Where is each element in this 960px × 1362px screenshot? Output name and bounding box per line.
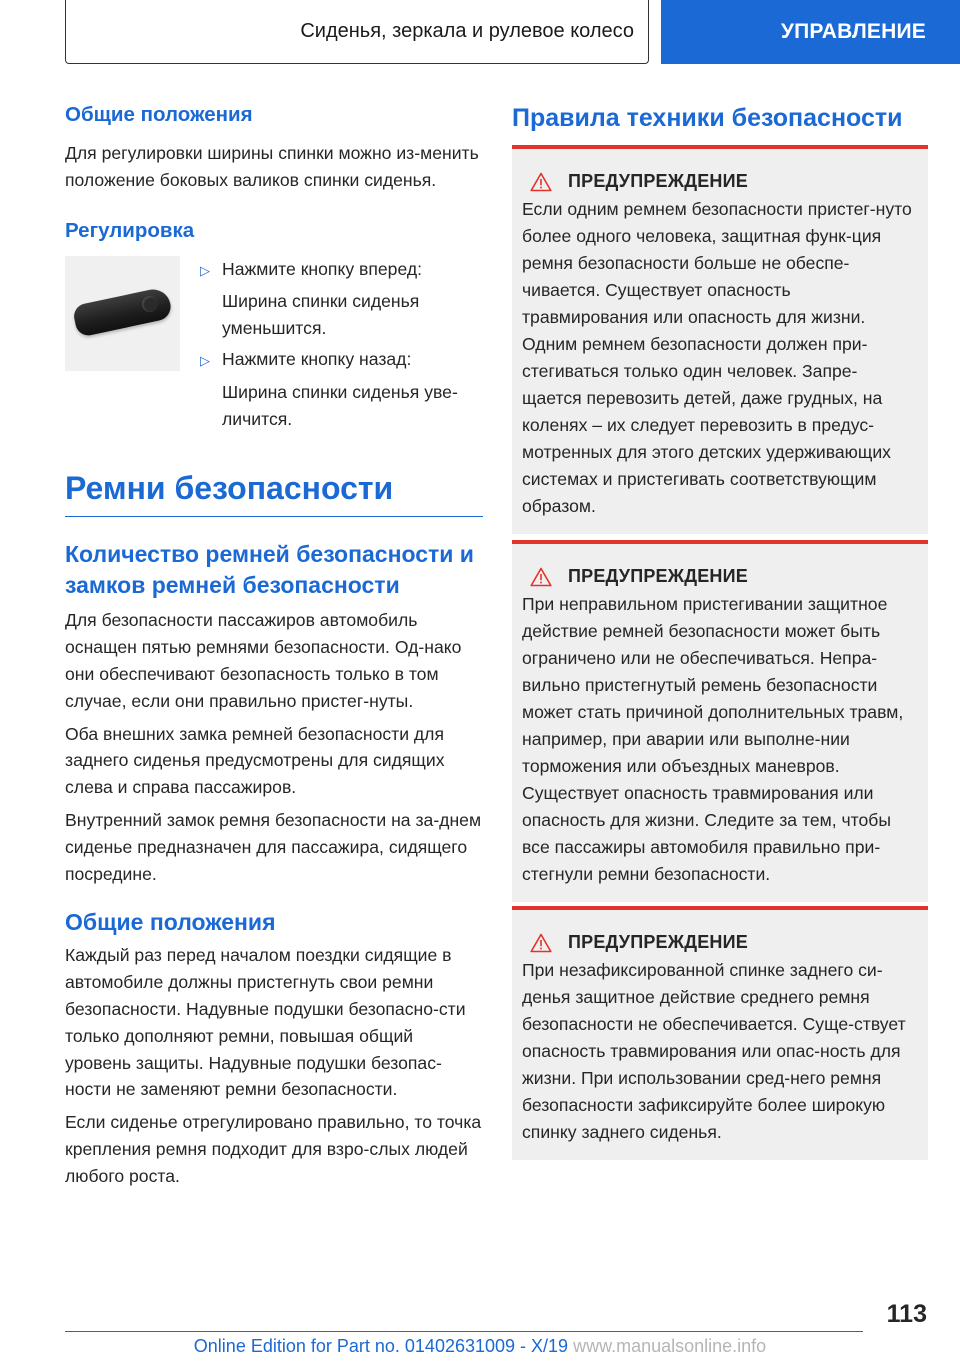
belts-heading: Ремни безопасности — [65, 466, 483, 517]
warning-box — [512, 540, 928, 902]
warning-triangle-icon — [530, 172, 552, 192]
general-heading: Общие положения — [65, 103, 253, 126]
seat-button-image — [65, 256, 180, 371]
left-column — [65, 100, 483, 1190]
step-item — [200, 346, 483, 432]
chapter-title: УПРАВЛЕНИЕ — [780, 20, 926, 43]
section-tab — [65, 0, 649, 64]
count-paragraph: Оба внешних замка ремней безопасности для заднего сиденья предусмотрены для сидящих слева и справа пассажиров. — [65, 723, 445, 798]
count-heading: Количество ремней безопасности и замков ремней безопасности — [65, 541, 474, 599]
warning-text: При незафиксированной спинке заднего си-денья защитное действие среднего ремня безопасности не обеспечивается. Суще-ствует опасность травмирования или опас-ность для жизни. При использовании сред-него ремня безопасности зафиксируйте более широкую спинку заднего сиденья. — [522, 960, 906, 1142]
warning-label: ПРЕДУПРЕЖДЕНИЕ — [568, 171, 748, 191]
safety-title: Правила техники безопасности — [512, 104, 903, 132]
adjust-steps — [200, 256, 483, 433]
warning-triangle-icon — [530, 567, 552, 587]
page-number: 113 — [886, 1300, 927, 1328]
triangle-bullet-icon: ▷ — [200, 352, 210, 368]
watermark-link[interactable]: www.manualsonline.info — [573, 1336, 767, 1356]
general2-paragraph: Каждый раз перед началом поездки сидящие в автомобиле должны пристегнуть свои ремни безопасности. Надувные подушки безопасно-сти только дополняют ремни, повышая общий уровень защиты. Надувные подушки безопас-ности не заменяют ремни безопасности. — [65, 945, 466, 1100]
adjust-block — [65, 256, 483, 433]
footer-divider — [65, 1331, 863, 1332]
general-text: Для регулировки ширины спинки можно из-менить положение боковых валиков спинки сиденья. — [65, 143, 479, 190]
warning-label: ПРЕДУПРЕЖДЕНИЕ — [568, 932, 748, 952]
step-result: Ширина спинки сиденья уменьшится. — [222, 291, 420, 339]
warning-box — [512, 145, 928, 534]
step-action: Нажмите кнопку назад: — [222, 348, 412, 369]
chapter-tab[interactable] — [661, 0, 960, 64]
section-title: Сиденья, зеркала и рулевое колесо — [300, 20, 634, 42]
count-paragraph: Внутренний замок ремня безопасности на за-днем сиденье предназначен для пассажира, сидящего посредине. — [65, 809, 482, 884]
warning-box — [512, 906, 928, 1160]
footer — [0, 1336, 960, 1357]
step-item — [200, 256, 483, 342]
edition-text: Online Edition for Part no. 01402631009 - X/19 — [193, 1336, 569, 1356]
seat-width-button-icon — [72, 286, 174, 337]
triangle-bullet-icon: ▷ — [200, 262, 210, 278]
general2-paragraph: Если сиденье отрегулировано правильно, то точка крепления ремня подходит для взро-слых людей любого роста. — [65, 1112, 482, 1186]
step-action: Нажмите кнопку вперед: — [222, 258, 423, 279]
warning-triangle-icon — [530, 933, 552, 953]
adjust-heading: Регулировка — [65, 218, 195, 242]
warning-text: Если одним ремнем безопасности пристег-нуто более одного человека, защитная функ-ция ремня безопасности больше не обеспе-чивается. Существует опасность травмирования или опасность для жизни. Одним ремнем безопасности должен при-стегиваться только один человек. Запре-щается перевозить детей, даже грудных, на коленях – их следует перевозить в предус-мотренных для этого детских удерживающих системах и пристегивать соответствующим образом. — [522, 199, 912, 516]
warning-label: ПРЕДУПРЕЖДЕНИЕ — [568, 566, 748, 586]
step-result: Ширина спинки сиденья уве-личится. — [222, 381, 458, 429]
count-paragraph: Для безопасности пассажиров автомобиль оснащен пятью ремнями безопасности. Од-нако они обеспечивают безопасность только в том случае, если они правильно пристег-нуты. — [65, 610, 462, 711]
warning-text: При неправильном пристегивании защитное действие ремней безопасности может быть ограничено или не обеспечиваться. Непра-вильно пристегнутый ремень безопасности может стать причиной дополнительных травм, например, при аварии или выполне-нии торможения или объездных маневров. Существует опасность травмирования или опасность для жизни. Следите за тем, чтобы все пассажиры автомобиля правильно при-стегнули ремни безопасности. — [522, 594, 904, 884]
general2-heading: Общие положения — [65, 909, 276, 936]
